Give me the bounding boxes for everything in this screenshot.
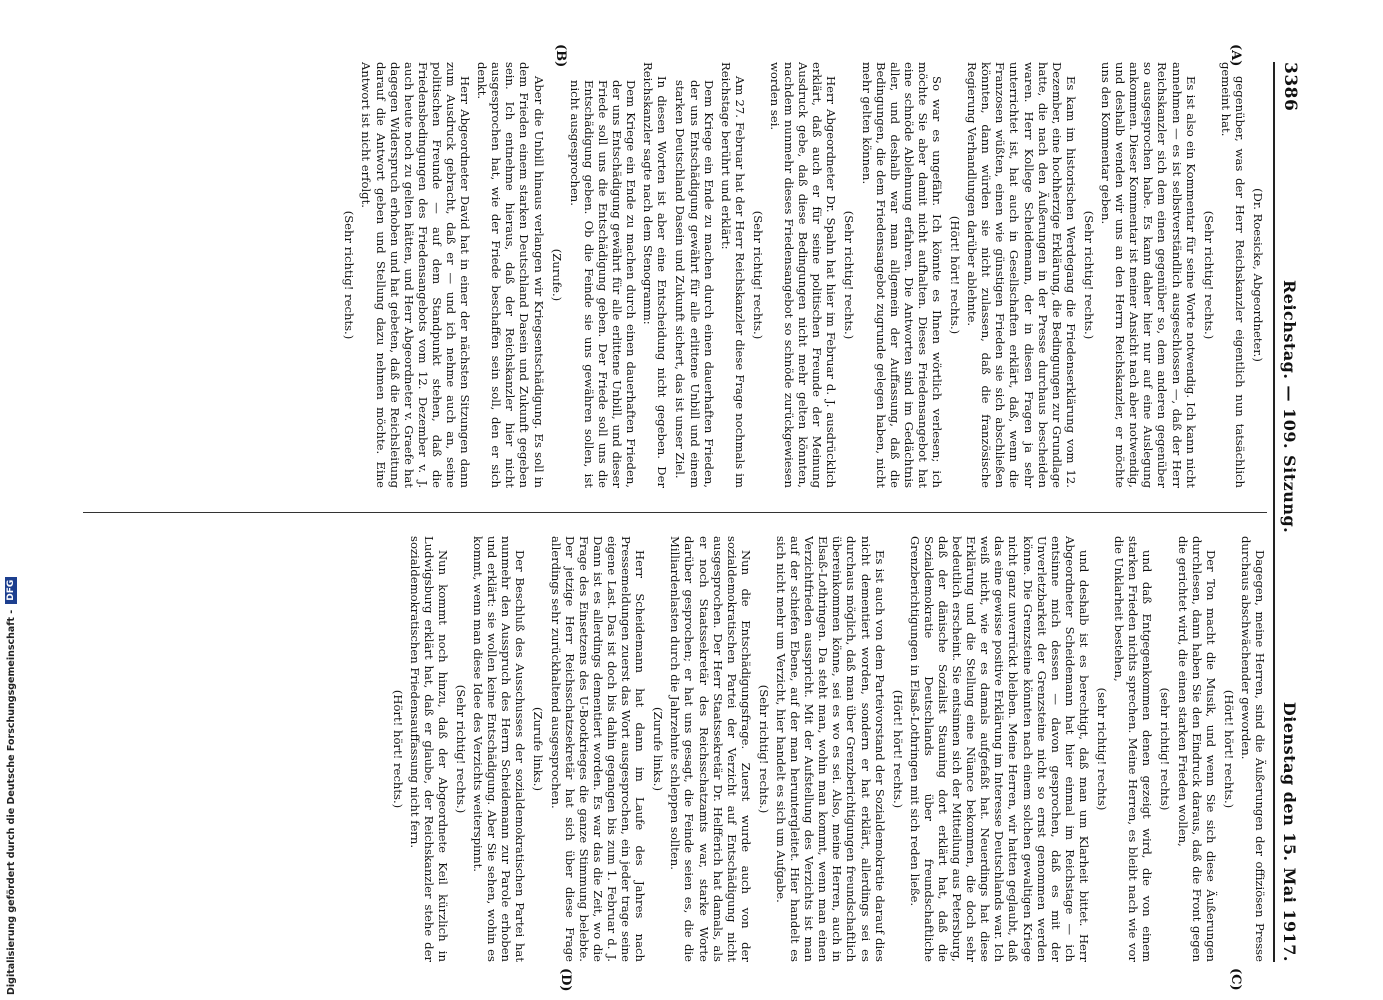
interjection: (Hört! hört! rechts.) bbox=[948, 215, 963, 335]
interjection: (Sehr richtig! rechts.) bbox=[756, 684, 771, 814]
interjection: (Sehr richtig! rechts.) bbox=[842, 210, 857, 340]
interjection: (Sehr richtig! rechts.) bbox=[342, 210, 357, 340]
interjection: (Hört! hört! rechts.) bbox=[390, 689, 405, 809]
paragraph: Aber die Unbill hinaus verlangen wir Kriegsentschädigung. Es soll in dem Frieden einem starken Deutschland Dasein und Zukunft gegeben sein. Ich entnehme hieraus, daß der Reichskanzler hier nicht ausgesprochen hat, wie der Friede beschaffen sein soll, den er sich denkt. bbox=[475, 62, 546, 488]
paragraph: Herr Scheidemann hat dann im Laufe des Jahres nach Pressemeldungen zuerst das Wort ausgesprochen, ein jeder trage seine eigene Last. Das ist doch bis dahin gegangen bis zum 1. Februar d. J. Dann ist es allerdings dementiert worden. Es war das die Zeit, wo die Frage des Einsetzens des U-Bootkrieges die ganze Stimmung belebte. Der jetzige Herr Reichsschatzsekretär hat sich über diese Frage allerdings sehr zurückhaltend ausgesprochen. bbox=[548, 536, 648, 962]
margin-mark-b: (B) bbox=[553, 44, 568, 68]
interjection: (sehr richtig! rechts) bbox=[1158, 687, 1173, 811]
paragraph: und daß Entgegenkommen denen gezeigt wird, die von einem starken Frieden nichts sprechen. Meine Herren, es bleibt nach wie vor die Unklarheit bestehen, bbox=[1112, 536, 1155, 962]
interjection: (Zurufe links.) bbox=[651, 707, 666, 791]
paragraph: und deshalb ist es berechtigt, daß man um Klarheit bittet. Herr Abgeordneter Scheidemann hat hier einmal im Reichstage — ich entsinne mich dessen — davon gesprochen, daß es mit der Unverletzbarkeit der Grenzsteine nicht so ernst genommen werden könne. Die Grenzsteine könnten nach einem solchen gewaltigen Kriege nicht ganz unverrückt bleiben. Meine Herren, wir hatten geglaubt, daß das eine gewisse positive Erklärung im Interesse Deutschlands war. Ich weiß nicht, wie er es damals aufgefaßt hat. Neuerdings hat diese Erklärung und die Stellung eine Nüance bekommen, die doch sehr bedeutlich erscheint. Sie entsinnen sich der Mitteilung aus Petersburg, daß der dänische Sozialist Stauning dort erklärt hat, daß die Sozialdemokratie Deutschlands über freundschaftliche Grenzberichtigungen in Elsaß-Lothringen mit sich reden ließe. bbox=[907, 536, 1091, 962]
session-date: Dienstag den 15. Mai 1917. bbox=[1280, 701, 1300, 962]
session-title: Reichstag. — 109. Sitzung. bbox=[1280, 279, 1300, 534]
paragraph: Herr Abgeordneter Dr. Spahn hat hier im Februar d. J. ausdrücklich erklärt, daß auch er für seine politischen Freunde der Meinung Ausdruck gebe, daß diese Bedingungen nicht mehr gelten könnten, nachdem nunmehr dieses Friedensangebot so schnöde zurückgewiesen worden sei. bbox=[768, 62, 839, 488]
paragraph: Nun kommt noch hinzu, daß der Abgeordnete Keil kürzlich in Ludwigsburg erklärt hat, daß er glaube, der Reichskanzler stehe der sozialdemokratischen Friedensauffassung nicht fern. bbox=[407, 536, 450, 962]
right-column bbox=[83, 536, 1267, 962]
digitization-credit bbox=[4, 579, 18, 995]
paragraph: Nun die Entschädigungsfrage. Zuerst wurde auch von der sozialdemokratischen Partei der Verzicht auf Entschädigung nicht ausgesprochen. Der Herr Staatssekretär Dr. Helfferich hat damals, als er noch Staatssekretär des Reichsschatzamts war, starke Worte darüber gesprochen; er hat uns gesagt, die Feinde seien es, die die Milliardenlasten durch die Jahrzehnte schleppen sollten. bbox=[668, 536, 753, 962]
paragraph: Am 27. Februar hat der Herr Reichskanzler diese Frage nochmals im Reichstage berührt und erklärt: bbox=[718, 62, 747, 488]
speaker-note: (Dr. Roesicke, Abgeordneter.) bbox=[1251, 188, 1265, 362]
margin-mark-a: (A) bbox=[1228, 44, 1243, 67]
paragraph: Dagegen, meine Herren, sind die Äußerungen der offiziösen Presse durchaus abschwächender geworden. bbox=[1238, 536, 1267, 962]
interjection: (Hört! hört! rechts.) bbox=[1221, 689, 1236, 809]
document-page bbox=[73, 44, 1303, 992]
dfg-logo: DFG bbox=[5, 577, 17, 604]
paragraph: Der Beschluß des Ausschusses der sozialdemokratischen Partei hat nunmehr den Ausspruch des Herrn Scheidemann zur Parole erhoben und erklärt: sie wollen keine Entschädigung. Aber Sie sehen, wohin es kommt, wenn man diese Idee des Verzichts weiterspinnt. bbox=[471, 536, 528, 962]
credit-text: Digitalisierung gefördert durch die Deutsche Forschungsgemeinschaft - bbox=[5, 609, 17, 995]
interjection: (Sehr richtig! rechts.) bbox=[454, 684, 469, 814]
interjection: (Sehr richtig! rechts.) bbox=[1201, 210, 1216, 340]
paragraph: In diesen Worten ist aber eine Entscheidung nicht gegeben. Der Reichskanzler sagte nach dem Stenogramm: bbox=[641, 62, 670, 488]
header-rule bbox=[1273, 62, 1275, 962]
interjection: (Zurufe.) bbox=[549, 248, 564, 302]
interjection: (sehr richtig! rechts) bbox=[1095, 687, 1110, 811]
quotation: Dem Kriege ein Ende zu machen durch einen dauerhaften Frieden, der uns Entschädigung gewährt für alle erlittene Unbill, und dieser Friede soll uns die Entschädigung geben. Der Friede soll uns die Entschädigung geben. Ob die Feinde sie uns gewähren sollen, ist nicht ausgesprochen. bbox=[567, 80, 639, 488]
left-column bbox=[83, 62, 1267, 488]
column-divider bbox=[83, 512, 1267, 513]
paragraph: Der Ton macht die Musik, und wenn Sie sich diese Äußerungen durchlesen, dann haben Sie den Eindruck daraus, daß die Front gegen die gerichtet wird, die einen starken Frieden wollen, bbox=[1175, 536, 1218, 962]
interjection: (Hört! hört! rechts.) bbox=[890, 689, 905, 809]
running-header bbox=[1277, 62, 1303, 962]
paragraph: Es ist also ein Kommentar für seine Worte notwendig. Ich kann nicht annehmen — es ist selbstverständlich ausgeschlossen —, daß der Herr Reichskanzler sich dem einen gegenüber so, dem anderen gegenüber so ausgesprochen habe. Es kann daher hier nur auf eine Auslegung ankommen. Dieser Kommentar ist meiner Ansicht nach aber notwendig, und deshalb wenden wir uns an den Herrn Reichskanzler, er möchte uns den Kommentar geben. bbox=[1099, 62, 1198, 488]
paragraph: Herr Abgeordneter David hat in einer der nächsten Sitzungen dann zum Ausdruck gebracht, daß er — und ich nehme auch an, seine politischen Freunde — auf dem Standpunkt stehen, daß die Friedensbedingungen des Friedensangebots vom 12. Dezember v. J. auch heute noch zu gelten hätten, und Herr Abgeordneter v. Graefe hat dagegen Widerspruch erhoben und hat gebeten, daß die Reichsleitung darauf die Antwort geben und Stellung dazu nehmen möchte. Eine Antwort ist nicht erfolgt. bbox=[359, 62, 473, 488]
paragraph: Es kam im historischen Werdegang die Friedenserklärung vom 12. Dezember, eine hochherzige Erklärung, die Bedingungen zur Grundlage hatte, die nach den Äußerungen in der Presse durchaus bescheiden waren. Herr Kollege Scheidemann, der in diesen Fragen ja sehr unterrichtet ist, hat auch in Gesellschaften erklärt, daß, wenn die Franzosen wüßten, einen wie günstigen Frieden sie sich abschließen könnten, dann würden sie nicht zulassen, daß die französische Regierung Verhandlungen darüber ablehnte. bbox=[965, 62, 1078, 488]
paragraph: So war es ungefähr. Ich könnte es Ihnen wörtlich verlesen; ich möchte Sie aber damit nicht aufhalten. Dieses Friedensangebot hat eine schnöde Ablehnung erfahren. Die Antworten sind im Gedächtnis aller, und deshalb war man allgemein der Auffassung, daß die Bedingungen, die dem Friedensangebot zugrunde gelegen haben, nicht mehr gelten können. bbox=[859, 62, 945, 488]
margin-mark-d: (D) bbox=[558, 968, 573, 992]
interjection: (Sehr richtig! rechts.) bbox=[750, 210, 765, 340]
paragraph: Es ist auch von dem Parteivorstand der Sozialdemokratie darauf dies nicht dementiert worden, sondern er hat erklärt, allerdings sei es durchaus möglich, daß man über Grenzberichtigungen freundschaftlich übereinkommen könne, sei es wo es sei. Also, meine Herren, auch in Elsaß-Lothringen. Da steht man, wohin man kommt, wenn man einen Verzichtfrieden ausspricht. Mit der Aufstellung des Verzichts ist man auf der schiefen Ebene, auf der man heruntergleitet. Hier handelt es sich nicht mehr um Verzicht, hier handelt es sich um Aufgabe. bbox=[774, 536, 887, 962]
interjection: (Sehr richtig! rechts.) bbox=[1081, 210, 1096, 340]
quotation: Dem Kriege ein Ende zu machen durch einen dauerhaften Frieden, der uns Entschädigung gewährt für alle erlittene Unbill und einem starken Deutschland Dasein und Zukunft sichert, das ist unser Ziel. bbox=[673, 80, 716, 488]
interjection: (Zurufe links.) bbox=[531, 707, 546, 791]
paragraph: gegenüber, was der Herr Reichskanzler eigentlich nun tatsächlich gemeint hat. bbox=[1218, 62, 1247, 488]
margin-mark-c: (C) bbox=[1228, 968, 1243, 991]
page-number: 3386 bbox=[1280, 62, 1300, 112]
